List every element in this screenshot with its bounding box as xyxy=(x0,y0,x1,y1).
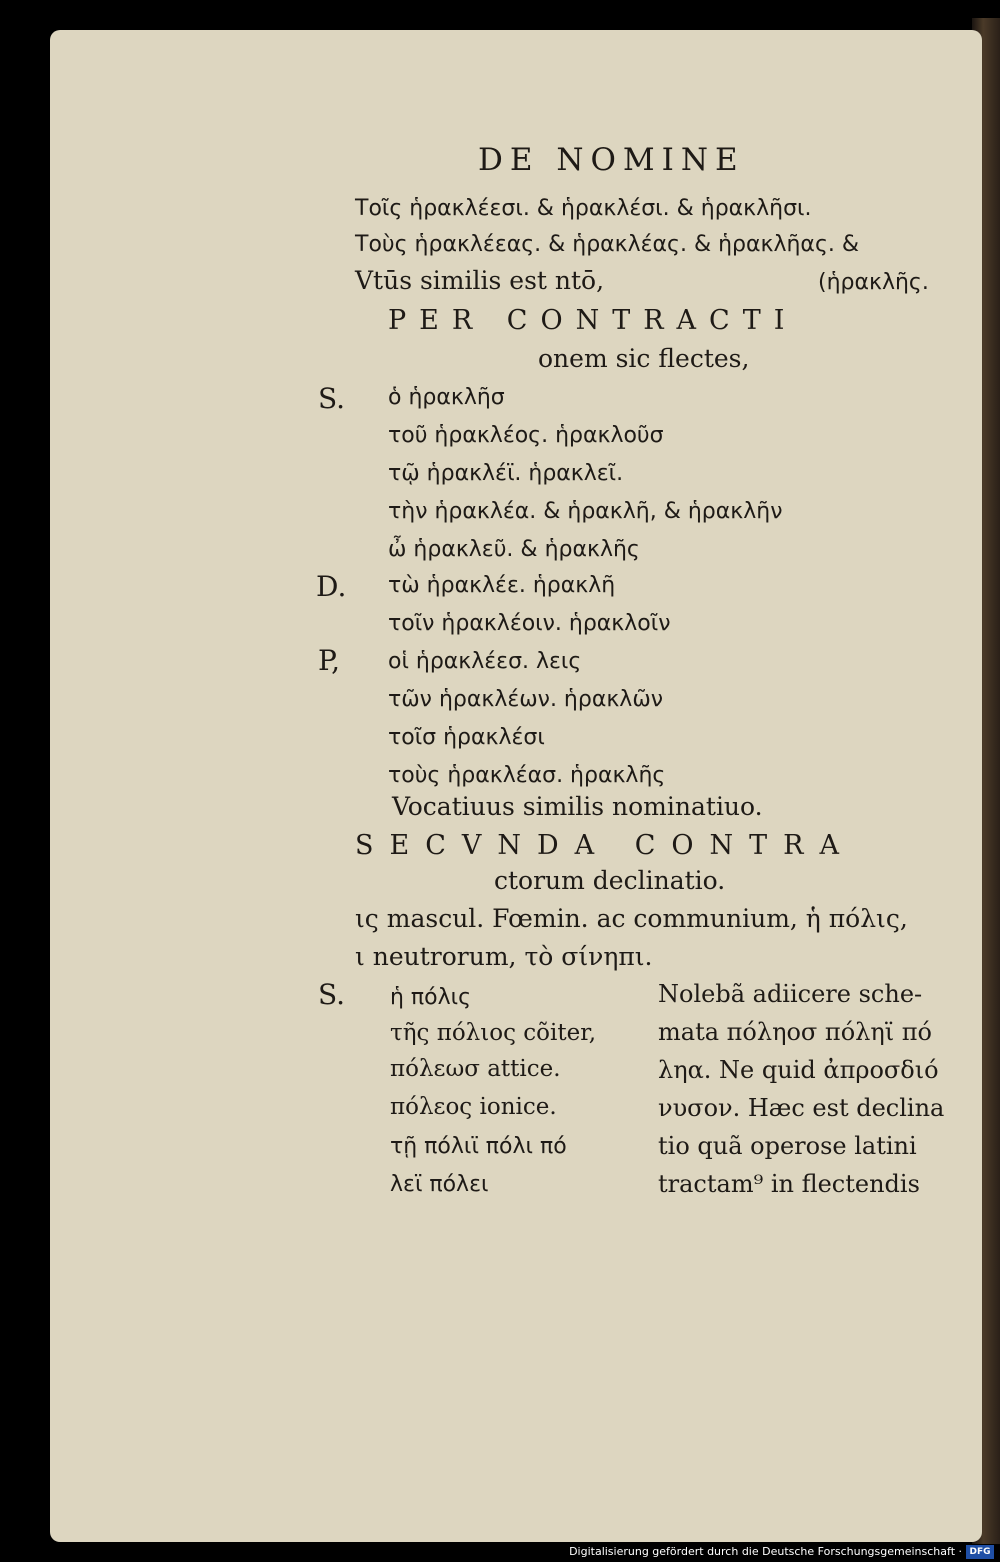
funding-credit: Digitalisierung gefördert durch die Deutsche Forschungsgemeinschaft · xyxy=(569,1545,962,1558)
paradigm-line: τοῦ ἡρακλέος. ἡρακλοῦσ xyxy=(388,423,664,448)
number-marker-plural: P, xyxy=(318,644,341,677)
section-heading: SECVNDA CONTRA xyxy=(355,830,855,861)
section-heading: PER CONTRACTI xyxy=(388,305,798,336)
paradigm-line: τῶν ἡρακλέων. ἡρακλῶν xyxy=(388,687,664,712)
number-marker-dual: D. xyxy=(316,570,347,603)
rule-line: ι neutrorum, τὸ σίνηπι. xyxy=(355,942,653,971)
margin-note-line: tio quã operose latini xyxy=(658,1132,917,1160)
text-line: (ἡρακλῆς. xyxy=(818,270,929,295)
margin-note-line: mata πόληοσ πόληϊ πό xyxy=(658,1018,932,1046)
section-heading-continued: ctorum declinatio. xyxy=(494,866,726,895)
margin-note-line: νυσον. Hæc est declina xyxy=(658,1094,945,1122)
paradigm-line: πόλεος ionice. xyxy=(390,1094,557,1120)
text-line: Vtūs similis est ntō, xyxy=(355,266,605,295)
rule-line: ις mascul. Fœmin. ac communium, ἡ πόλις, xyxy=(355,904,908,933)
paradigm-line: τοῖσ ἡρακλέσι xyxy=(388,725,545,750)
dfg-logo-icon: DFG xyxy=(966,1545,994,1559)
paradigm-line: ὁ ἡρακλῆσ xyxy=(388,385,505,410)
margin-note-line: ληα. Ne quid ἀπροσδιό xyxy=(658,1056,939,1084)
paradigm-line: τοὺς ἡρακλέασ. ἡρακλῆς xyxy=(388,763,666,788)
paradigm-line: πόλεωσ attice. xyxy=(390,1056,561,1082)
paradigm-line: λεϊ πόλει xyxy=(390,1172,489,1197)
margin-note-line: tractam⁹ in flectendis xyxy=(658,1170,920,1198)
paradigm-line: ἡ πόλις xyxy=(390,985,472,1010)
paradigm-line: οἱ ἡρακλέεσ. λεις xyxy=(388,649,582,674)
paradigm-line: τῇ πόλιϊ πόλι πό xyxy=(390,1134,567,1159)
text-line: Τοῖς ἡρακλέεσι. & ἡρακλέσι. & ἡρακλῆσι. xyxy=(355,196,812,221)
paradigm-line: τὼ ἡρακλέε. ἡρακλῆ xyxy=(388,573,616,598)
paradigm-line: τοῖν ἡρακλέοιν. ἡρακλοῖν xyxy=(388,611,671,636)
vocative-note: Vocatiuus similis nominatiuo. xyxy=(392,792,763,821)
text-line: Τοὺς ἡρακλέεας. & ἡρακλέας. & ἡρακλῆας. & xyxy=(355,232,859,257)
section-heading-continued: onem sic flectes, xyxy=(538,344,750,373)
paradigm-line: τῷ ἡρακλέϊ. ἡρακλεῖ. xyxy=(388,461,624,486)
digitization-footer xyxy=(0,1544,1000,1562)
number-marker-singular: S. xyxy=(318,978,346,1011)
running-title: DE NOMINE xyxy=(478,142,745,178)
paradigm-line: τὴν ἡρακλέα. & ἡρακλῆ, & ἡρακλῆν xyxy=(388,499,783,524)
number-marker-singular: S. xyxy=(318,382,346,415)
paradigm-line: ὦ ἡρακλεῦ. & ἡρακλῆς xyxy=(388,537,640,562)
margin-note-line: Nolebã adiicere sche- xyxy=(658,980,923,1008)
paradigm-line: τῆς πόλιος cõiter, xyxy=(390,1020,597,1046)
